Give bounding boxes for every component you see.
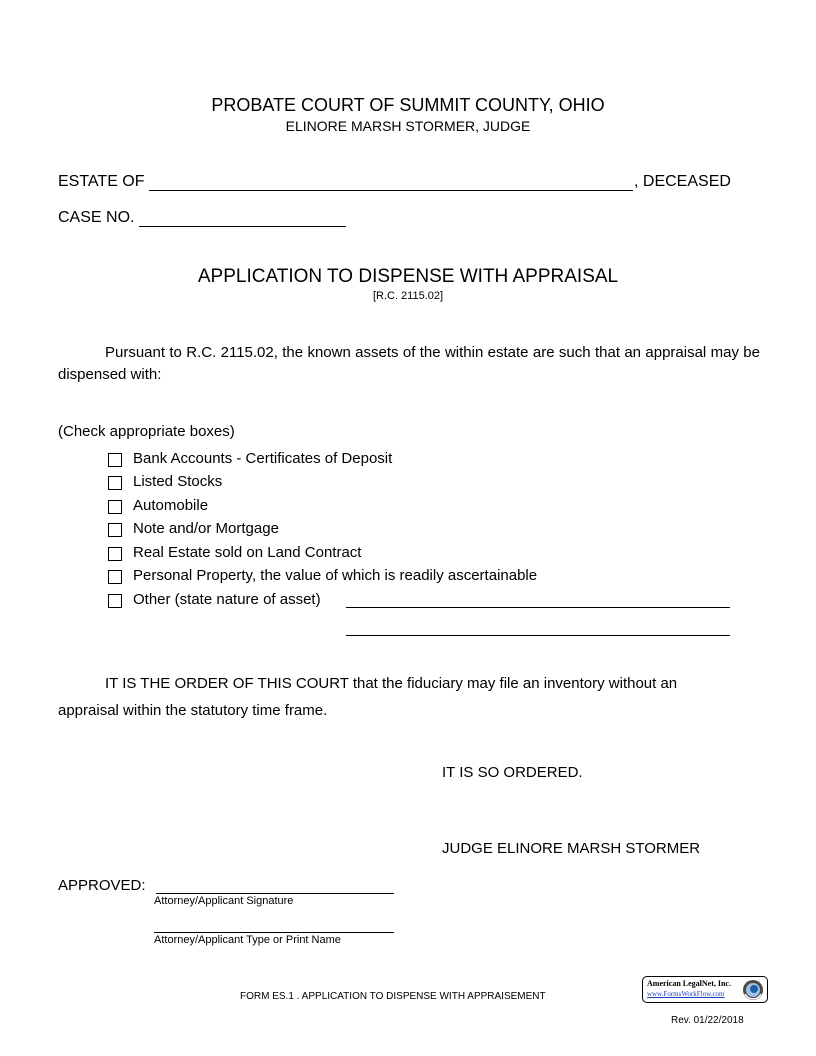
- form-title: APPLICATION TO DISPENSE WITH APPRAISAL: [197, 266, 619, 287]
- attorney-signature-caption: Attorney/Applicant Signature: [154, 895, 294, 907]
- attorney-name-line[interactable]: [154, 932, 394, 933]
- court-title: PROBATE COURT OF SUMMIT COUNTY, OHIO: [211, 95, 605, 115]
- checkbox-bank-accounts[interactable]: [108, 453, 122, 467]
- logo-website[interactable]: www.FormsWorkFlow.com: [647, 990, 725, 998]
- checkbox-listed-stocks[interactable]: [108, 476, 122, 490]
- judge-subtitle: ELINORE MARSH STORMER, JUDGE: [285, 118, 531, 134]
- case-number-field[interactable]: [139, 226, 346, 227]
- checkbox-note-mortgage[interactable]: [108, 523, 122, 537]
- checkbox-automobile[interactable]: [108, 500, 122, 514]
- logo-company-name: American LegalNet, Inc.: [647, 979, 731, 988]
- other-asset-line-1[interactable]: [346, 607, 730, 608]
- asset-label-bank-accounts: Bank Accounts - Certificates of Deposit: [133, 450, 393, 467]
- check-instruction: (Check appropriate boxes): [58, 423, 235, 440]
- attorney-signature-line[interactable]: [156, 893, 394, 894]
- globe-icon: [741, 978, 765, 1002]
- asset-label-note-mortgage: Note and/or Mortgage: [133, 520, 279, 537]
- form-citation: [R.C. 2115.02]: [372, 290, 444, 302]
- checkbox-personal-property[interactable]: [108, 570, 122, 584]
- revision-date: Rev. 01/22/2018: [671, 1015, 744, 1026]
- asset-label-other: Other (state nature of asset): [133, 591, 321, 608]
- american-legalnet-logo[interactable]: [642, 976, 768, 1003]
- attorney-name-caption: Attorney/Applicant Type or Print Name: [154, 934, 341, 946]
- asset-label-listed-stocks: Listed Stocks: [133, 473, 223, 490]
- estate-name-field[interactable]: [149, 190, 633, 191]
- checkbox-real-estate[interactable]: [108, 547, 122, 561]
- other-asset-line-2[interactable]: [346, 635, 730, 636]
- intro-paragraph: Pursuant to R.C. 2115.02, the known assets of the within estate are such that an appraisal may be dispensed with:: [58, 344, 760, 383]
- form-footer-id: FORM ES.1 . APPLICATION TO DISPENSE WITH APPRAISEMENT: [240, 991, 546, 1002]
- order-paragraph: IT IS THE ORDER OF THIS COURT that the fiduciary may file an inventory without an appraisal within the statutory time frame.: [58, 675, 678, 719]
- case-number-label: CASE NO.: [58, 209, 135, 226]
- asset-label-real-estate: Real Estate sold on Land Contract: [133, 544, 362, 561]
- checkbox-other[interactable]: [108, 594, 122, 608]
- so-ordered-text: IT IS SO ORDERED.: [442, 764, 583, 781]
- asset-label-automobile: Automobile: [133, 497, 209, 514]
- judge-signature-name: JUDGE ELINORE MARSH STORMER: [442, 840, 701, 857]
- deceased-label: , DECEASED: [634, 173, 731, 190]
- asset-label-personal-property: Personal Property, the value of which is readily ascertainable: [133, 567, 538, 584]
- estate-label: ESTATE OF: [58, 173, 145, 190]
- approved-label: APPROVED:: [58, 877, 146, 894]
